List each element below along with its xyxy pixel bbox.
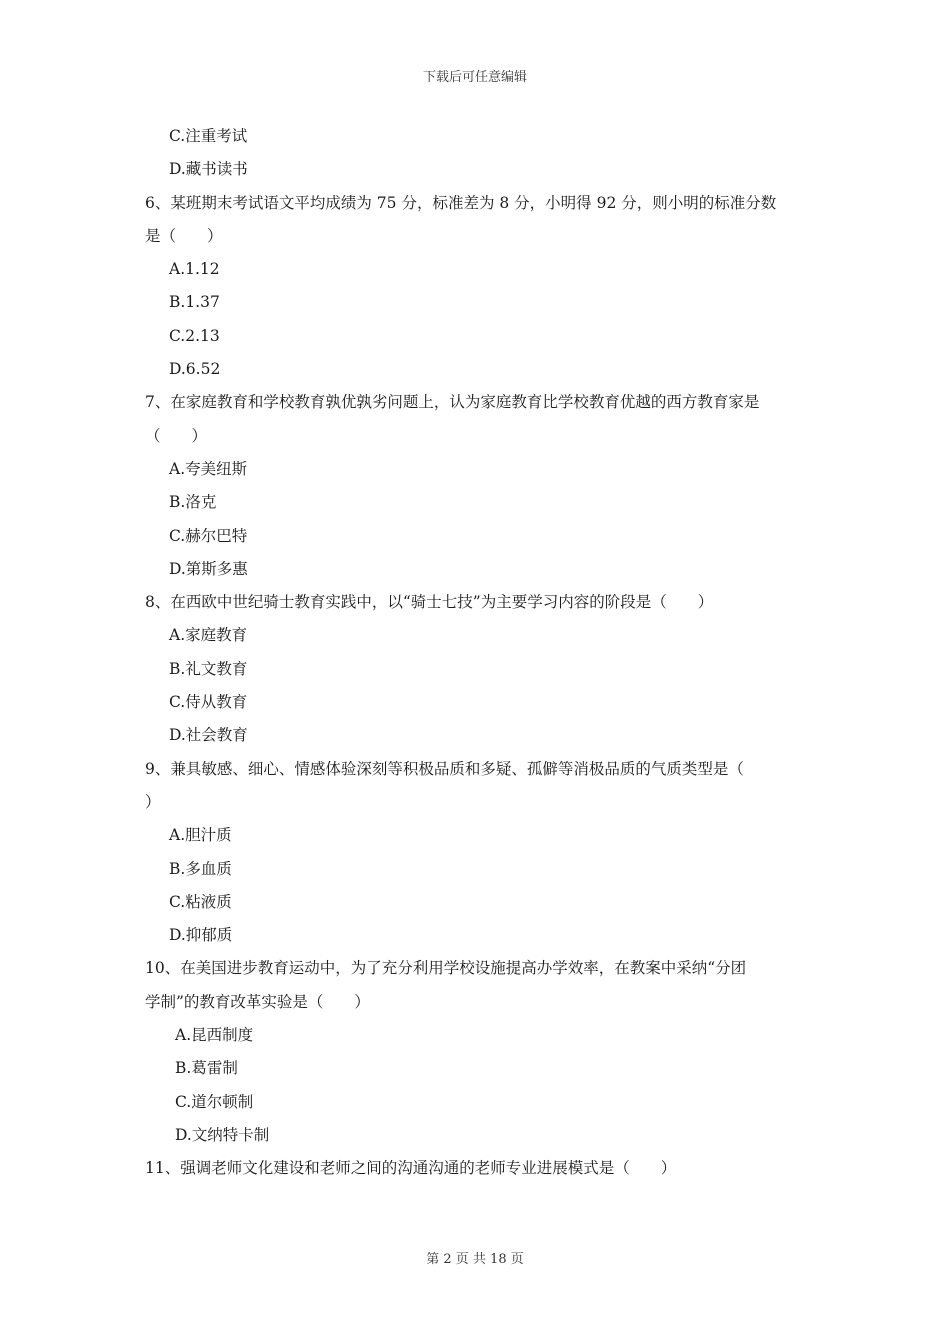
question-11-stem: 11、强调老师文化建设和老师之间的沟通沟通的老师专业进展模式是（ ） <box>145 1159 677 1178</box>
question-7-stem-cont: （ ） <box>145 426 208 445</box>
question-6-stem-cont: 是（ ） <box>145 226 223 245</box>
option-line: B.1.37 <box>169 293 220 312</box>
document-body <box>145 120 815 1186</box>
option-line: C.道尔顿制 <box>175 1092 254 1111</box>
option-line: B.多血质 <box>169 859 232 878</box>
option-line: D.第斯多惠 <box>169 559 248 578</box>
option-line: A.昆西制度 <box>175 1026 254 1045</box>
option-line: B.礼文教育 <box>169 659 248 678</box>
option-line: B.葛雷制 <box>175 1059 238 1078</box>
question-10-stem: 10、在美国进步教育运动中，为了充分利用学校设施提高办学效率，在教案中采纳“分团 <box>145 959 747 978</box>
option-line: A.胆汁质 <box>169 826 232 845</box>
question-9-stem-cont: ） <box>145 792 161 811</box>
question-10-stem-cont: 学制”的教育改革实验是（ ） <box>145 992 370 1011</box>
question-8-stem: 8、在西欧中世纪骑士教育实践中，以“骑士七技”为主要学习内容的阶段是（ ） <box>145 593 714 612</box>
option-line: D.藏书读书 <box>169 160 248 179</box>
question-7-stem: 7、在家庭教育和学校教育孰优孰劣问题上，认为家庭教育比学校教育优越的西方教育家是 <box>145 393 760 412</box>
option-line: C.侍从教育 <box>169 693 248 712</box>
option-line: D.6.52 <box>169 360 221 379</box>
option-line: D.文纳特卡制 <box>175 1125 270 1144</box>
option-line: A.夸美纽斯 <box>169 459 248 478</box>
page-footer: 第 2 页 共 18 页 <box>426 1252 524 1267</box>
option-line: D.抑郁质 <box>169 926 233 945</box>
option-line: A.1.12 <box>169 260 220 279</box>
question-9-stem: 9、兼具敏感、细心、情感体验深刻等积极品质和多疑、孤僻等消极品质的气质类型是（ <box>145 759 744 778</box>
option-line: B.洛克 <box>169 493 217 512</box>
page-header: 下载后可任意编辑 <box>422 70 527 85</box>
option-line: C.注重考试 <box>169 127 248 145</box>
question-6-stem: 6、某班期末考试语文平均成绩为 75 分，标准差为 8 分，小明得 92 分，则小明的标准分数 <box>145 193 777 212</box>
option-line: C.赫尔巴特 <box>169 526 248 545</box>
option-line: A.家庭教育 <box>169 626 248 645</box>
option-line: C.2.13 <box>169 326 220 345</box>
option-line: D.社会教育 <box>169 726 248 745</box>
option-line: C.粘液质 <box>169 892 232 911</box>
